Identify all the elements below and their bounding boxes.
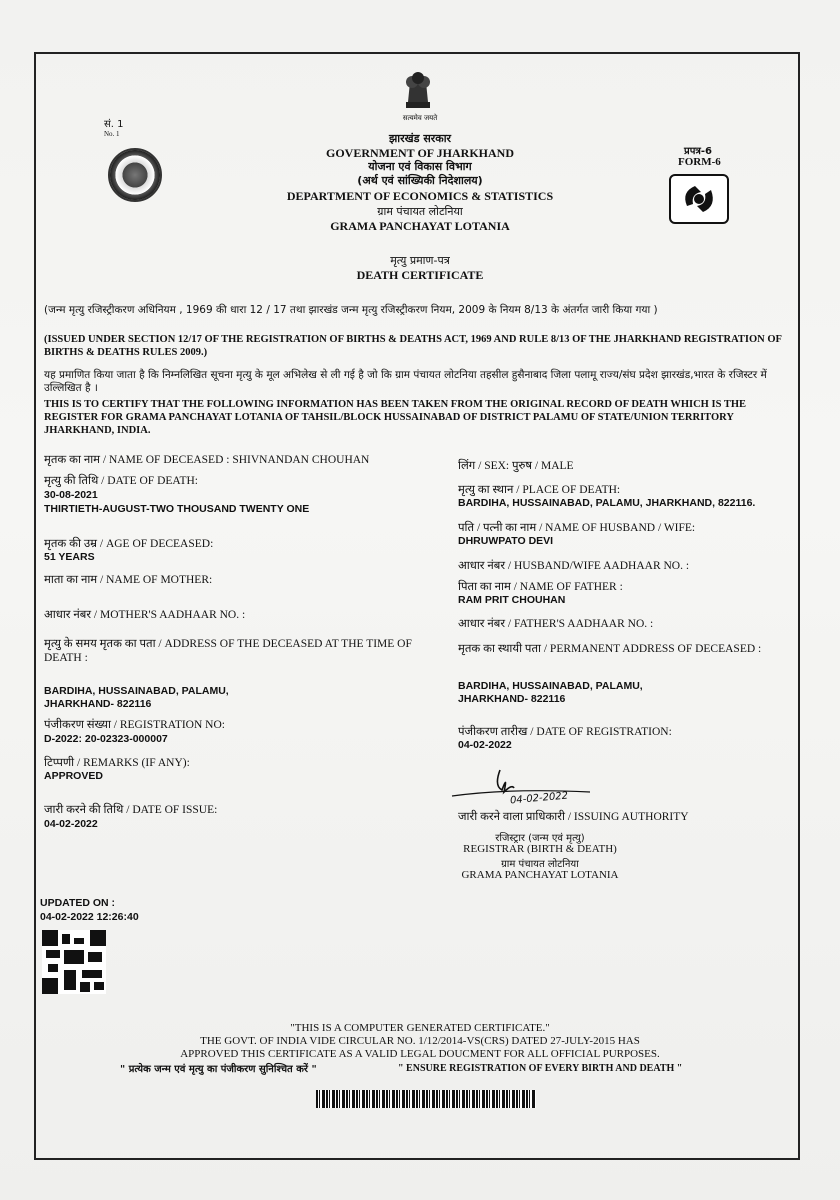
emblem-motto: सत्यमेव जयते bbox=[402, 114, 438, 122]
footer-computer-generated: "THIS IS A COMPUTER GENERATED CERTIFICATE." bbox=[290, 1022, 550, 1034]
signature-date: 04-02-2022 bbox=[509, 790, 569, 807]
date-of-death-label: मृत्यु की तिथि / DATE OF DEATH: bbox=[44, 475, 198, 487]
form-number-hindi: प्रपत्र-6 bbox=[684, 146, 712, 157]
department-name-hindi-1: योजना एवं विकास विभाग bbox=[368, 160, 472, 173]
crs-logo-icon bbox=[669, 174, 729, 224]
barcode bbox=[316, 1090, 536, 1108]
father-name-value: RAM PRIT CHOUHAN bbox=[458, 594, 566, 606]
footer-slogan-hindi: " प्रत्येक जन्म एवं मृत्यु का पंजीकरण सुनिश्चित करें " bbox=[120, 1064, 317, 1075]
date-of-issue-label: जारी करने की तिथि / DATE OF ISSUE: bbox=[44, 804, 218, 816]
certificate-title-hindi: मृत्यु प्रमाण-पत्र bbox=[390, 254, 450, 267]
address-at-death-line2: JHARKHAND- 822116 bbox=[44, 698, 152, 710]
department-name-english: DEPARTMENT OF ECONOMICS & STATISTICS bbox=[286, 189, 554, 203]
spouse-aadhaar-label: आधार नंबर / HUSBAND/WIFE AADHAAR NO. : bbox=[458, 560, 690, 572]
address-at-death-label: मृत्यु के समय मृतक का पता / ADDRESS OF THE DECEASED AT THE TIME OF DEATH : bbox=[44, 638, 412, 664]
signature-icon bbox=[450, 762, 620, 812]
government-name-hindi: झारखंड सरकार bbox=[388, 132, 452, 145]
panchayat-name-hindi: ग्राम पंचायत लोटनिया bbox=[377, 205, 463, 218]
panchayat-name-english: GRAMA PANCHAYAT LOTANIA bbox=[330, 219, 510, 233]
spouse-name-label: पति / पत्नी का नाम / NAME OF HUSBAND / WIFE: bbox=[458, 522, 696, 534]
permanent-address-line1: BARDIHA, HUSSAINABAD, PALAMU, bbox=[458, 680, 643, 692]
name-of-deceased: मृतक का नाम / NAME OF DECEASED : SHIVNANDAN CHOUHAN bbox=[44, 454, 370, 466]
issuing-authority-label: जारी करने वाला प्राधिकारी / ISSUING AUTHORITY bbox=[458, 811, 689, 823]
mother-name-label: माता का नाम / NAME OF MOTHER: bbox=[44, 574, 213, 586]
form-number-english: FORM-6 bbox=[678, 156, 721, 168]
qr-code bbox=[42, 930, 106, 994]
remarks-value: APPROVED bbox=[44, 770, 103, 782]
address-at-death-line1: BARDIHA, HUSSAINABAD, PALAMU, bbox=[44, 685, 229, 697]
issued-under-english: (ISSUED UNDER SECTION 12/17 OF THE REGISTRATION OF BIRTHS & DEATHS ACT, 1969 AND RULE 8/13 OF THE JHARKHAND REGISTRATION OF BIRTHS & DEATHS RULES 2009.) bbox=[44, 334, 782, 358]
jharkhand-seal-icon bbox=[108, 148, 162, 202]
date-of-registration-value: 04-02-2022 bbox=[458, 739, 512, 751]
sex-field: लिंग / SEX: पुरुष / MALE bbox=[458, 460, 574, 472]
registration-number-label: पंजीकरण संख्या / REGISTRATION NO: bbox=[44, 719, 225, 731]
registration-number-value: D-2022: 20-02323-000007 bbox=[44, 733, 168, 745]
footer-slogan-english: " ENSURE REGISTRATION OF EVERY BIRTH AND DEATH " bbox=[398, 1063, 683, 1074]
age-label: मृतक की उम्र / AGE OF DECEASED: bbox=[44, 538, 214, 550]
updated-on-label: UPDATED ON : bbox=[40, 897, 116, 909]
age-value: 51 YEARS bbox=[44, 551, 95, 563]
date-of-death-value: 30-08-2021 bbox=[44, 489, 98, 501]
updated-on-value: 04-02-2022 12:26:40 bbox=[40, 911, 139, 923]
father-aadhaar-label: आधार नंबर / FATHER'S AADHAAR NO. : bbox=[458, 618, 654, 630]
father-name-label: पिता का नाम / NAME OF FATHER : bbox=[458, 581, 623, 593]
registrar-stamp-panchayat-english: GRAMA PANCHAYAT LOTANIA bbox=[461, 869, 619, 881]
certificate-title-english: DEATH CERTIFICATE bbox=[356, 268, 484, 282]
place-of-death-value: BARDIHA, HUSSAINABAD, PALAMU, JHARKHAND, 822116. bbox=[458, 497, 756, 509]
serial-number-hindi: सं. 1 bbox=[104, 119, 124, 130]
mother-aadhaar-label: आधार नंबर / MOTHER'S AADHAAR NO. : bbox=[44, 609, 246, 621]
date-of-death-words: THIRTIETH-AUGUST-TWO THOUSAND TWENTY ONE bbox=[44, 503, 310, 515]
registrar-stamp-panchayat-hindi: ग्राम पंचायत लोटनिया bbox=[501, 859, 579, 870]
place-of-death-label: मृत्यु का स्थान / PLACE OF DEATH: bbox=[458, 484, 621, 496]
issued-under-hindi: (जन्म मृत्यु रजिस्ट्रीकरण अधिनियम , 1969 की धारा 12 / 17 तथा झारखंड जन्म मृत्यु रजिस्ट्रीकरण नियम, 2009 के नियम 8/13 के अंतर्गत जारी किया गया ) bbox=[44, 304, 658, 316]
footer-approved: APPROVED THIS CERTIFICATE AS A VALID LEGAL DOUCMENT FOR ALL OFFICIAL PURPOSES. bbox=[180, 1048, 660, 1060]
serial-number-english: No. 1 bbox=[104, 130, 120, 138]
registrar-stamp-english: REGISTRAR (BIRTH & DEATH) bbox=[463, 843, 617, 855]
date-of-registration-label: पंजीकरण तारीख / DATE OF REGISTRATION: bbox=[458, 726, 672, 738]
registrar-stamp-hindi: रजिस्ट्रार (जन्म एवं मृत्यु) bbox=[495, 833, 585, 844]
remarks-label: टिप्पणी / REMARKS (IF ANY): bbox=[44, 757, 190, 769]
national-emblem-icon bbox=[398, 68, 438, 114]
government-name-english: GOVERNMENT OF JHARKHAND bbox=[325, 146, 514, 160]
spouse-name-value: DHRUWPATO DEVI bbox=[458, 535, 554, 547]
permanent-address-label: मृतक का स्थायी पता / PERMANENT ADDRESS OF DECEASED : bbox=[458, 643, 762, 655]
certify-statement-english: THIS IS TO CERTIFY THAT THE FOLLOWING INFORMATION HAS BEEN TAKEN FROM THE ORIGINAL RECORD OF DEATH WHICH IS THE REGISTER FOR GRAMA PANCHAYAT LOTANIA OF TAHSIL/BLOCK HUSSAINABAD OF DISTRICT PALAMU OF STATE/UNION TERRITORY JHARKHAND, INDIA. bbox=[44, 399, 747, 436]
permanent-address-line2: JHARKHAND- 822116 bbox=[458, 693, 566, 705]
certify-statement-hindi: यह प्रमाणित किया जाता है कि निम्नलिखित सूचना मृत्यु के मूल अभिलेख से ली गई है जो कि ग्राम पंचायत लोटनिया तहसील हुसैनाबाद जिला पलामू राज्य/संघ प्रदेश झारखंड,भारत के रजिस्टर में उल्लिखित है । bbox=[44, 369, 767, 394]
date-of-issue-value: 04-02-2022 bbox=[44, 818, 98, 830]
footer-circular: THE GOVT. OF INDIA VIDE CIRCULAR NO. 1/12/2014-VS(CRS) DATED 27-JULY-2015 HAS bbox=[200, 1035, 640, 1047]
department-name-hindi-2: (अर्थ एवं सांख्यिकी निदेशालय) bbox=[357, 174, 483, 187]
